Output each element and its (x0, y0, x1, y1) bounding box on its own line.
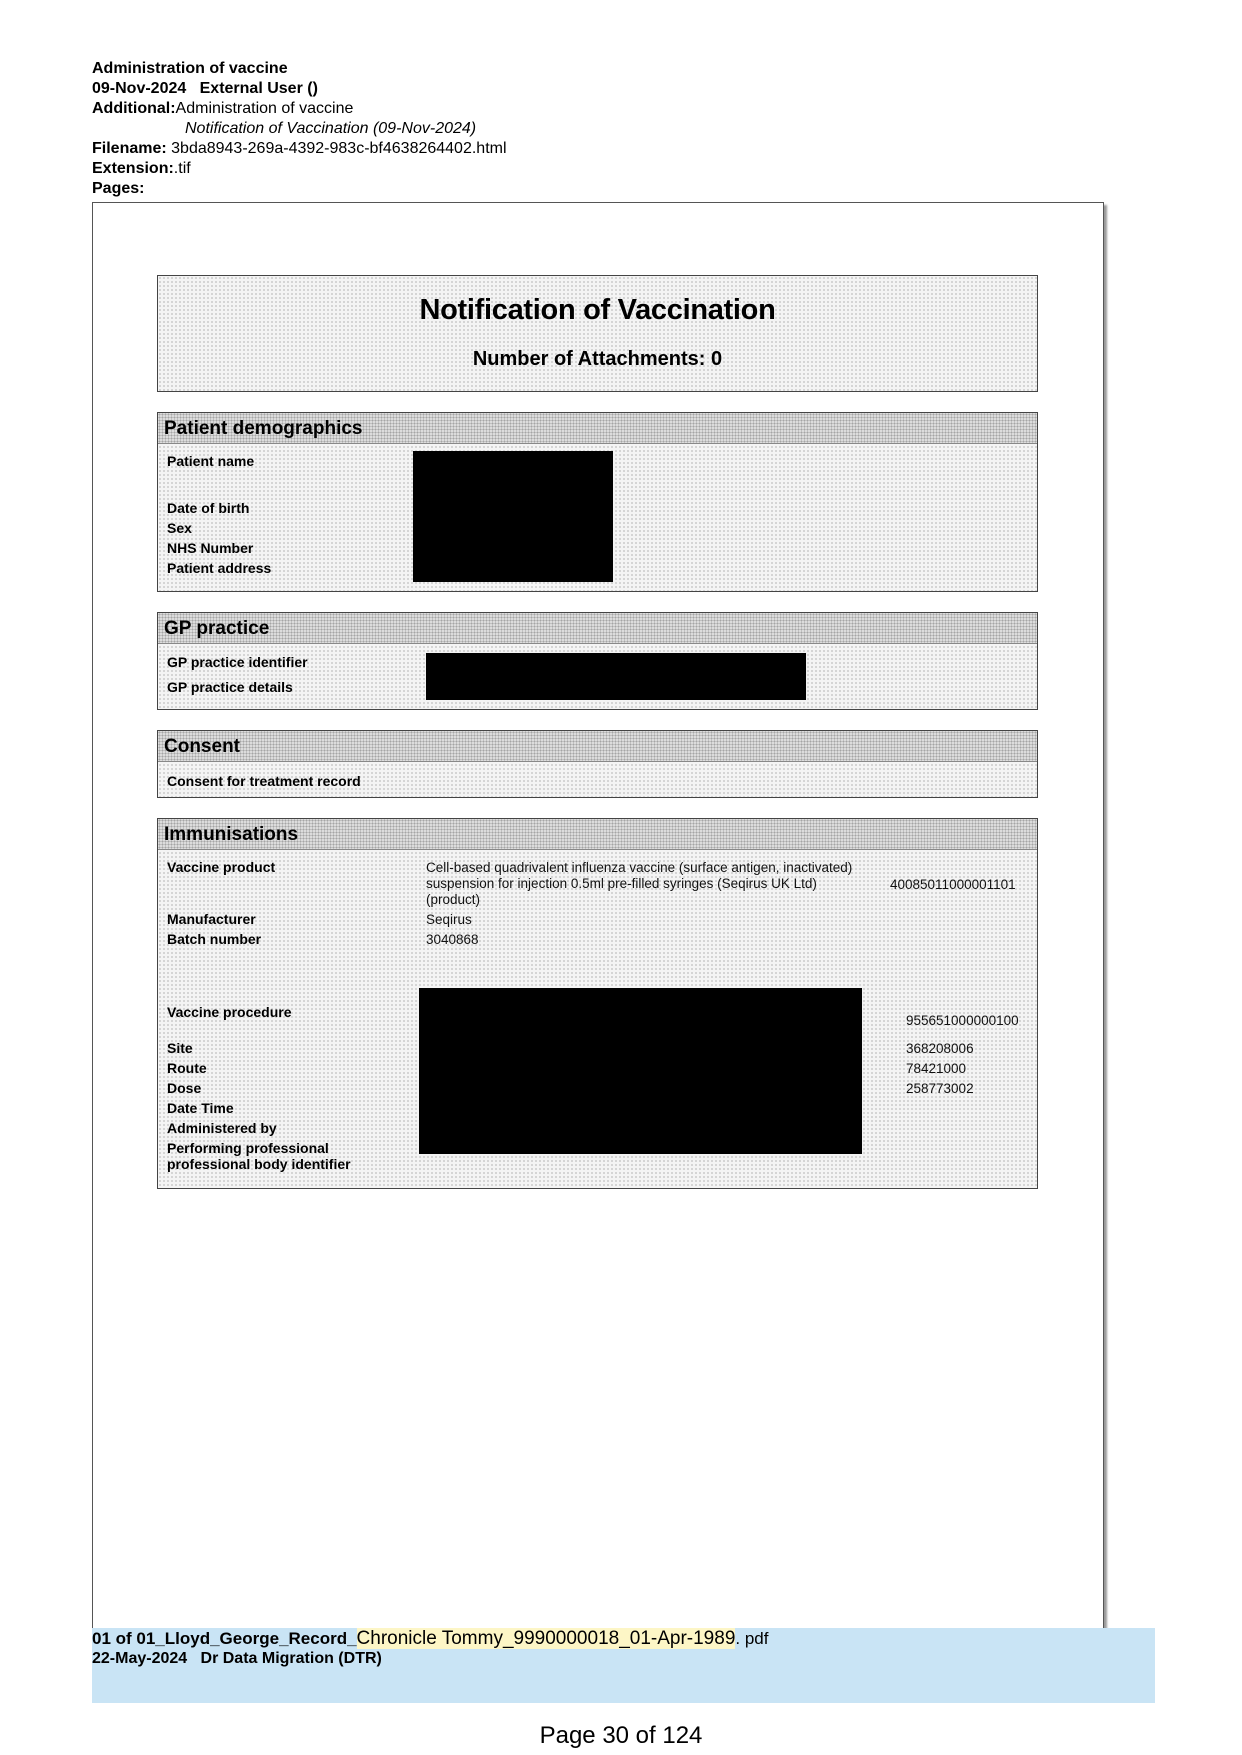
performing-professional-label: Performing professional (167, 1140, 329, 1156)
sex-label: Sex (167, 520, 192, 536)
header-filename (92, 139, 507, 159)
vaccine-product-line-3: (product) (426, 892, 481, 907)
gp-practice-section (157, 612, 1038, 710)
manufacturer-value: Seqirus (426, 912, 472, 927)
site-label: Site (167, 1040, 193, 1056)
record-patient-name: Chronicle Tommy_9990000018_01-Apr-1989 (356, 1628, 736, 1649)
header-additional-sub: Notification of Vaccination (09-Nov-2024) (185, 120, 477, 137)
header-filename-value: 3bda8943-269a-4392-983c-bf4638264402.html (171, 140, 507, 157)
immunisations-section (157, 818, 1038, 1189)
header-additional (92, 99, 353, 119)
redaction-block (419, 988, 862, 1154)
page-number: Page 30 of 124 (539, 1722, 703, 1749)
consent-section (157, 730, 1038, 798)
header-date-user (92, 79, 318, 99)
immunisations-heading: Immunisations (158, 819, 1037, 850)
date-of-birth-label: Date of birth (167, 500, 250, 516)
header-title: Administration of vaccine (92, 60, 288, 77)
patient-name-label: Patient name (167, 453, 255, 469)
dose-label: Dose (167, 1080, 202, 1096)
document-title: Notification of Vaccination (419, 294, 776, 326)
header-extension-label: Extension: (92, 160, 174, 177)
manufacturer-label: Manufacturer (167, 911, 256, 927)
record-suffix: . pdf (735, 1629, 769, 1648)
record-filename (92, 1628, 768, 1650)
batch-number-value: 3040868 (426, 932, 479, 947)
consent-heading: Consent (158, 731, 1037, 762)
header-date: 09-Nov-2024 (92, 80, 187, 97)
administered-by-label: Administered by (167, 1120, 277, 1136)
header-filename-label: Filename: (92, 140, 167, 157)
redaction-block (413, 451, 613, 582)
dose-code: 258773002 (906, 1081, 974, 1096)
nhs-number-label: NHS Number (167, 540, 254, 556)
record-footer (92, 1628, 1155, 1703)
gp-practice-identifier-label: GP practice identifier (167, 654, 308, 670)
patient-demographics-section (157, 412, 1038, 592)
route-code: 78421000 (906, 1061, 967, 1076)
batch-number-label: Batch number (167, 931, 262, 947)
document-frame (92, 202, 1104, 1629)
consent-for-treatment-label: Consent for treatment record (167, 773, 361, 789)
vaccine-procedure-label: Vaccine procedure (167, 1004, 292, 1020)
patient-demographics-heading: Patient demographics (158, 413, 1037, 444)
vaccine-product-code: 40085011000001101 (890, 877, 1016, 892)
site-code: 368208006 (906, 1041, 974, 1056)
vaccine-product-line-1: Cell-based quadrivalent influenza vaccine (surface antigen, inactivated) (426, 860, 853, 875)
header-additional-label: Additional: (92, 100, 176, 117)
header-pages-label: Pages: (92, 180, 145, 197)
migration-line (92, 1650, 382, 1668)
migration-date: 22-May-2024 (92, 1650, 188, 1667)
vaccine-procedure-code: 955651000000100 (906, 1013, 1019, 1028)
migration-by: Dr Data Migration (DTR) (200, 1650, 382, 1667)
header-extension-value: .tif (173, 160, 191, 177)
gp-practice-heading: GP practice (158, 613, 1037, 644)
patient-address-label: Patient address (167, 560, 272, 576)
vaccine-product-line-2: suspension for injection 0.5ml pre-filled syringes (Seqirus UK Ltd) (426, 876, 817, 891)
route-label: Route (167, 1060, 207, 1076)
professional-body-identifier-label: professional body identifier (167, 1156, 351, 1172)
gp-practice-details-label: GP practice details (167, 679, 293, 695)
header-extension (92, 159, 191, 179)
record-prefix: 01 of 01_Lloyd_George_Record_ (92, 1629, 357, 1648)
vaccine-product-label: Vaccine product (167, 859, 276, 875)
header-additional-value: Administration of vaccine (175, 100, 354, 117)
header-user: External User () (199, 80, 318, 97)
redaction-block (426, 653, 806, 700)
date-time-label: Date Time (167, 1100, 234, 1116)
attachments-count: Number of Attachments: 0 (472, 348, 723, 370)
title-box (157, 275, 1038, 392)
